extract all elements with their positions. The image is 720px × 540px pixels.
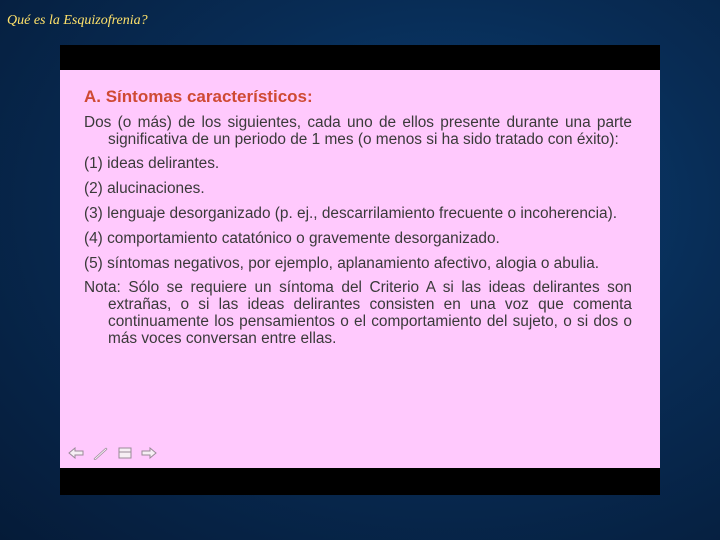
symptom-item-5: (5) síntomas negativos, por ejemplo, aplanamiento afectivo, alogia o abulia. bbox=[84, 254, 600, 272]
symptom-item-1: (1) ideas delirantes. bbox=[84, 155, 220, 173]
slide-frame bbox=[60, 45, 660, 495]
symptom-item-4: (4) comportamiento catatónico o gravemente desorganizado. bbox=[84, 229, 500, 247]
arrow-left-icon[interactable] bbox=[68, 447, 84, 459]
pen-icon[interactable] bbox=[93, 447, 109, 460]
note-paragraph: Nota: Sólo se requiere un síntoma del Criterio A si las ideas delirantes son extrañas, o si las ideas delirantes consisten en una voz que comenta continuamente los pensamientos o el comportamiento del sujeto, o si dos o más voces conversan entre ellas. bbox=[84, 279, 632, 347]
slide-content-area bbox=[60, 70, 660, 468]
slide-text bbox=[84, 89, 632, 356]
menu-icon[interactable] bbox=[118, 447, 132, 459]
arrow-right-icon[interactable] bbox=[141, 447, 157, 459]
slide-navigation bbox=[68, 446, 157, 460]
intro-paragraph: Dos (o más) de los siguientes, cada uno de ellos presente durante una parte significativa de un periodo de 1 mes (o menos si ha sido tratado con éxito): bbox=[84, 113, 632, 148]
symptom-item-3: (3) lenguaje desorganizado (p. ej., descarrilamiento frecuente o incoherencia). bbox=[84, 204, 617, 222]
page-title: Qué es la Esquizofrenia? bbox=[7, 13, 148, 28]
criterion-heading: A. Síntomas característicos: bbox=[84, 87, 313, 106]
symptom-item-2: (2) alucinaciones. bbox=[84, 180, 205, 198]
